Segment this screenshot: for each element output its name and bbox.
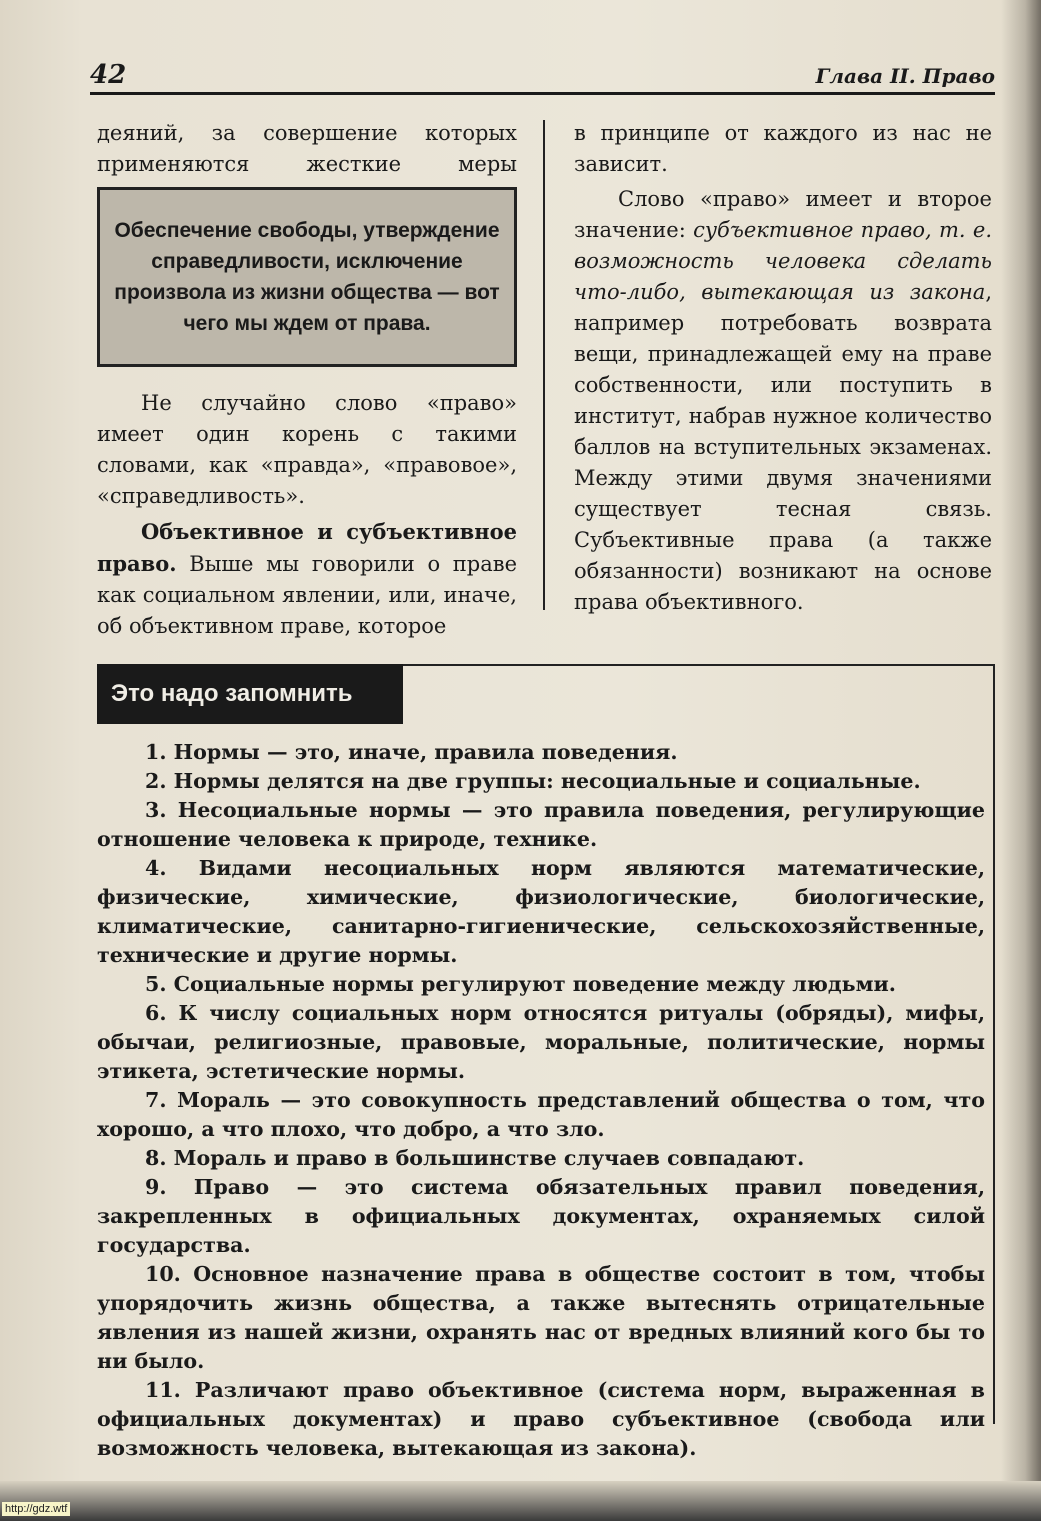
column-divider xyxy=(543,120,545,610)
list-item: 5. Социальные нормы регулируют поведение между людьми. xyxy=(145,972,896,996)
list-item: 10. Основное назначение права в обществе состоит в том, чтобы упорядочить жизнь общества, а также вытеснять отрицательные явления из нашей жизни, охранять нас от вредных влияний кого бы то ни было. xyxy=(97,1262,985,1373)
chapter-title: Глава II. Право xyxy=(815,64,995,88)
section-heading: Объективное и субъективное право. xyxy=(97,519,517,576)
memo-title: Это надо запомнить xyxy=(97,664,403,724)
right-column xyxy=(574,118,992,618)
right-paragraph-2-start: Слово «право» имеет и второе значение: xyxy=(574,187,992,242)
page-edge-shadow xyxy=(1001,0,1041,1521)
list-item: 7. Мораль — это совокупность представлений общества о том, что хорошо, а что плохо, что добро, а что зло. xyxy=(97,1088,985,1141)
page-bottom-shadow xyxy=(0,1481,1041,1521)
list-item: 1. Нормы — это, иначе, правила поведения. xyxy=(145,740,678,764)
left-paragraph-3 xyxy=(97,516,517,642)
definition-italic: субъективное право, т. е. возможность человека сделать что-либо, вытекающая из закона xyxy=(574,218,992,304)
memo-list xyxy=(97,738,985,1463)
list-item: 2. Нормы делятся на две группы: несоциальные и социальные. xyxy=(145,769,921,793)
left-column-lower xyxy=(97,388,517,642)
list-item: 11. Различают право объективное (система норм, выраженная в официальных документах) и право субъективное (свобода или возможность человека, вытекающая из закона). xyxy=(97,1378,985,1460)
list-item: 4. Видами несоциальных норм являются математические, физические, химические, физиологические, биологические, климатические, санитарно-гигиенические, сельскохозяйственные, технические и другие нормы. xyxy=(97,856,985,967)
list-item: 9. Право — это система обязательных правил поведения, закрепленных в официальных документах, охраняемых силой государства. xyxy=(97,1175,985,1257)
left-paragraph-2: Не случайно слово «право» имеет один корень с такими словами, как «правда», «правовое», «справедливость». xyxy=(97,391,517,508)
list-item: 8. Мораль и право в большинстве случаев совпадают. xyxy=(145,1146,805,1170)
footer-url[interactable]: http://gdz.wtf xyxy=(2,1502,70,1516)
right-paragraph-2 xyxy=(574,184,992,618)
right-paragraph-1: в принципе от каждого из нас не зависит. xyxy=(574,121,992,176)
list-item: 6. К числу социальных норм относятся ритуалы (обряды), мифы, обычаи, религиозные, правовые, моральные, политические, нормы этикета, эстетические нормы. xyxy=(97,1001,985,1083)
page-header xyxy=(90,58,995,95)
page-number: 42 xyxy=(90,60,127,90)
list-item: 3. Несоциальные нормы — это правила поведения, регулирующие отношение человека к природе, технике. xyxy=(97,798,985,851)
quote-text: Обеспечение свободы, утверждение справедливости, исключение произвола из жизни общества — вот чего мы ждем от права. xyxy=(114,219,500,335)
left-paragraph-3-text: Выше мы говорили о праве как социальном явлении, или, иначе, об объективном праве, которое xyxy=(97,552,517,638)
quote-box xyxy=(97,187,517,367)
left-paragraph-1: деяний, за совершение которых применяются жесткие меры xyxy=(97,121,517,176)
right-paragraph-2-rest: , например потребовать возврата вещи, принадлежащей ему на праве собственности, или поступить в институт, набрав нужное количество баллов на вступительных экзаменах. Между этими двумя значениями существует тесная связь. Субъективные права (а также обязанности) возникают на основе права объективного. xyxy=(574,280,992,614)
